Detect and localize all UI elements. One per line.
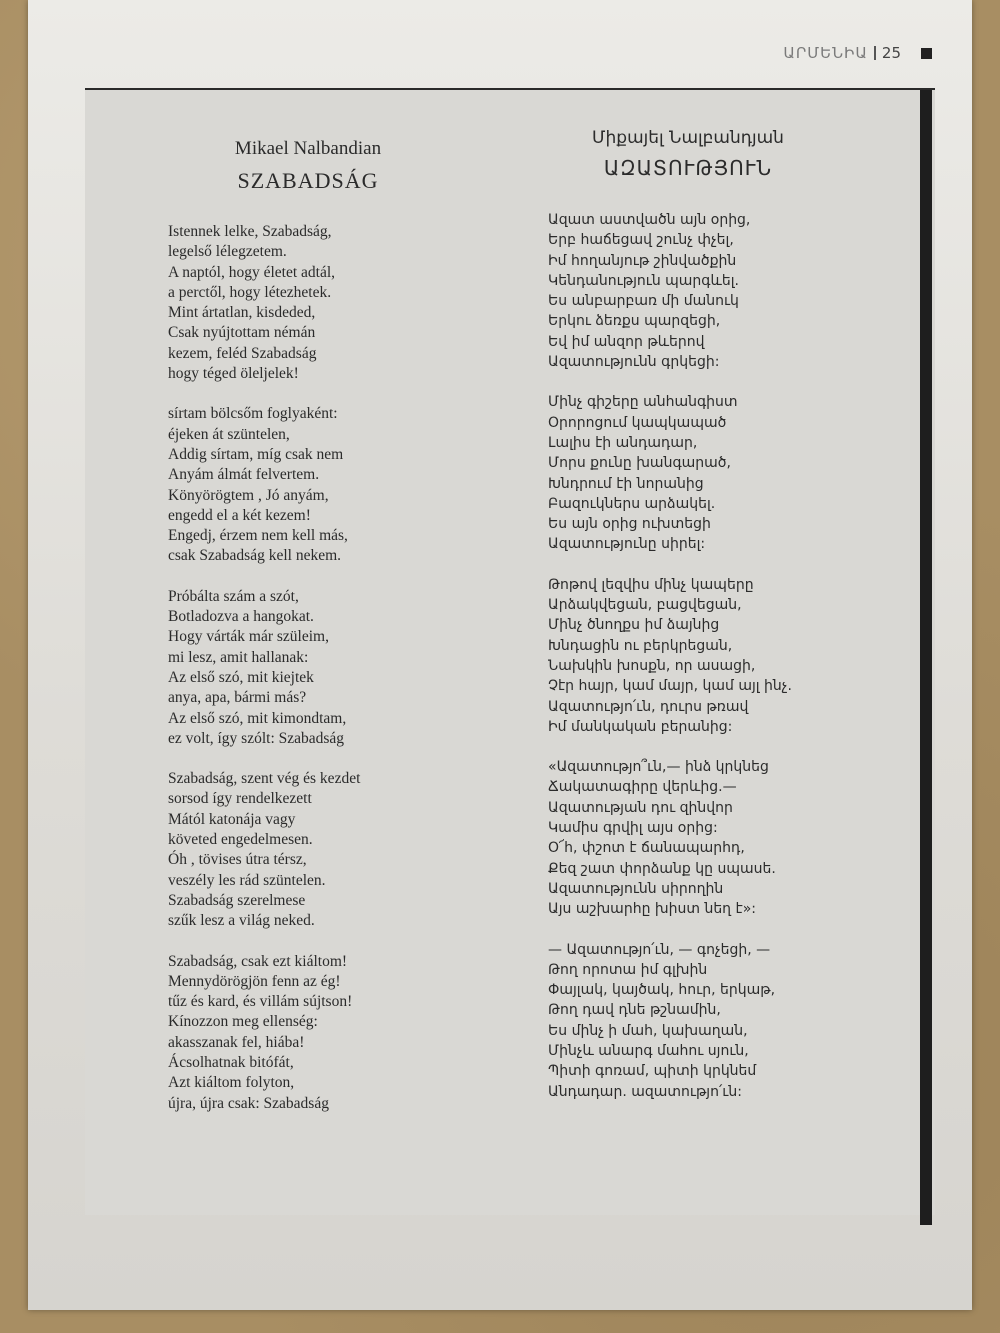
- poem-line: Szabadság szerelmese: [168, 891, 306, 909]
- poem-line: éjeken át szüntelen,: [168, 425, 290, 443]
- stanza: [548, 392, 878, 554]
- poem-line: követed engedelmesen.: [168, 831, 313, 849]
- poem-line: Ճակատագիրը վերևից.—: [548, 779, 737, 796]
- hungarian-column: [168, 138, 498, 1134]
- poem-line: Ես մինչ ի մահ, կախաղան,: [548, 1022, 748, 1039]
- poem-line: Anyám álmát felvertem.: [168, 466, 320, 484]
- poem-line: Այս աշխարհը խիստ նեղ է»:: [548, 901, 757, 918]
- poem-line: Kínozzon meg ellenség:: [168, 1013, 318, 1031]
- page-number: 25: [881, 44, 901, 62]
- poem-title-hungarian: SZABADSÁG: [237, 168, 379, 193]
- poem-line: — Ազատությո՛ւն, — գոչեցի, —: [548, 941, 771, 958]
- poem-line: Próbálta szám a szót,: [168, 587, 299, 605]
- stanza: [548, 940, 878, 1102]
- poem-line: Mint ártatlan, kisdeded,: [168, 304, 316, 322]
- poem-line: Mától katonája vagy: [168, 810, 296, 828]
- poem-line: újra, újra csak: Szabadság: [168, 1094, 329, 1112]
- poem-line: Addig sírtam, míg csak nem: [168, 445, 344, 463]
- poem-line: ez volt, így szólt: Szabadság: [168, 729, 345, 747]
- poem-line: sorsod így rendelkezett: [168, 790, 312, 808]
- poem-line: Istennek lelke, Szabadság,: [168, 223, 332, 240]
- stanza: [168, 769, 498, 931]
- poem-line: Մինչև անարգ մահու սյուն,: [548, 1042, 749, 1059]
- poem-line: Az első szó, mit kiejtek: [168, 668, 314, 686]
- poem-line: Մինչ ծնողքս իմ ձայնից: [548, 617, 720, 634]
- poem-line: Խնդացին ու բերկրեցան,: [548, 637, 733, 654]
- poem-line: sírtam bölcsőm foglyaként:: [168, 405, 338, 423]
- poem-line: csak Szabadság kell nekem.: [168, 547, 342, 565]
- poem-line: Օրորոցում կապկապած: [548, 414, 727, 431]
- header-divider: [874, 46, 876, 60]
- author-name-hungarian: Mikael Nalbandian: [234, 138, 382, 159]
- poem-line: Թոթով լեզվիս մինչ կապերը: [548, 576, 754, 593]
- magazine-name: ԱՐՄԵՆԻԱ: [783, 44, 868, 62]
- poem-line: Ես անբարբառ մի մանուկ: [548, 293, 739, 310]
- poem-line: Ácsolhatnak bitófát,: [168, 1053, 294, 1071]
- frame-right-bar: [920, 90, 932, 1225]
- poem-line: Ազատությունն գրկեցի:: [548, 354, 720, 371]
- poem-line: Մորս քունը խանգարած,: [548, 455, 731, 472]
- poem-line: Թող դավ դնե թշնամին,: [548, 1002, 721, 1019]
- author-name-armenian: Միքայել Նալբանդյան: [592, 128, 784, 148]
- poem-line: Csak nyújtottam némán: [168, 324, 316, 342]
- stanza: [548, 757, 878, 919]
- poem-line: Ազատության դու զինվոր: [548, 799, 733, 816]
- poem-line: Եվ իմ անզոր թևերով: [548, 333, 705, 350]
- poem-line: kezem, feléd Szabadság: [168, 344, 317, 362]
- stanza: [168, 404, 498, 566]
- poem-line: Engedj, érzem nem kell más,: [168, 527, 348, 545]
- poem-title-armenian: ԱԶԱՏՈՒԹՅՈՒՆ: [603, 156, 773, 180]
- poem-line: a perctől, hogy létezhetek.: [168, 283, 332, 301]
- poem-line: veszély les rád szüntelen.: [168, 871, 326, 889]
- poem-line: hogy téged öleljelek!: [168, 365, 299, 383]
- poem-line: Արձակվեցան, բացվեցան,: [548, 597, 742, 614]
- stanza: [548, 575, 878, 737]
- poem-line: Լալիս էի անդադար,: [548, 434, 698, 451]
- poem-line: Նախկին խոսքն, որ ասացի,: [548, 657, 756, 674]
- poem-line: Óh , tövises útra térsz,: [168, 851, 307, 869]
- poem-line: tűz és kard, és villám sújtson!: [168, 993, 353, 1011]
- poem-line: legelső lélegzetem.: [168, 243, 287, 261]
- poem-line: Könyörögtem , Jó anyám,: [168, 486, 329, 504]
- page-header: [783, 44, 932, 62]
- armenian-column: [548, 128, 878, 1122]
- poem-line: Իմ հողանյութ շինվածքին: [548, 252, 737, 269]
- poem-line: Երկու ձեռքս պարզեցի,: [548, 313, 721, 330]
- poem-line: Hogy várták már szüleim,: [168, 628, 329, 646]
- poem-line: Կենդանություն պարգևել.: [548, 272, 740, 289]
- poem-line: Mennydörögjön fenn az ég!: [168, 972, 341, 990]
- poem-line: Szabadság, szent vég és kezdet: [168, 770, 361, 788]
- poem-line: Ազատությունը սիրել:: [548, 536, 706, 553]
- stanzas-hungarian: [168, 222, 498, 1114]
- poem-line: Ազատությո՛ւն, դուրս թռավ: [548, 698, 749, 715]
- poem-line: Երբ հաճեցավ շունչ փչել,: [548, 232, 734, 249]
- stanza: [168, 587, 498, 749]
- poem-line: Պիտի գոռամ, պիտի կրկնեմ: [548, 1063, 757, 1080]
- stanza: [168, 222, 498, 384]
- poem-line: Az első szó, mit kimondtam,: [168, 709, 347, 727]
- header-square-mark: [921, 48, 932, 59]
- poem-line: Փայլակ, կայծակ, հուր, երկաթ,: [548, 982, 776, 999]
- poem-line: mi lesz, amit hallanak:: [168, 648, 309, 666]
- poem-line: Քեզ շատ փորձանք կը սպասե.: [548, 860, 776, 877]
- stanza: [168, 952, 498, 1114]
- poem-line: engedd el a két kezem!: [168, 506, 311, 524]
- poem-line: Թող որոտա իմ գլխին: [548, 961, 708, 978]
- poem-line: Կամիս գրվիլ այս օրից:: [548, 820, 718, 837]
- poem-line: Szabadság, csak ezt kiáltom!: [168, 952, 348, 970]
- stanza: [548, 210, 878, 372]
- stanzas-armenian: [548, 210, 878, 1102]
- poem-line: Անդադար. ազատությո՛ւն:: [548, 1083, 742, 1100]
- poem-line: Բազուկներս արձակել.: [548, 495, 716, 512]
- poem-line: Azt kiáltom folyton,: [168, 1074, 295, 1092]
- poem-line: Ազատությունն սիրողին: [548, 880, 724, 897]
- magazine-page: [28, 0, 972, 1310]
- poem-line: Օ՜հ, փշոտ է ճանապարհդ,: [548, 840, 745, 857]
- poem-line: Խնդրում էի նորանից: [548, 475, 704, 492]
- poem-line: A naptól, hogy életet adtál,: [168, 263, 336, 281]
- poem-line: anya, apa, bármi más?: [168, 689, 307, 707]
- poem-line: Իմ մանկական բերանից:: [548, 718, 733, 735]
- poem-line: akasszanak fel, hiába!: [168, 1033, 305, 1051]
- poem-line: Ես այն օրից ուխտեցի: [548, 516, 711, 533]
- poem-line: Մինչ գիշերը անհանգիստ: [548, 394, 738, 411]
- poem-line: Չէր հայր, կամ մայր, կամ այլ ինչ.: [548, 678, 792, 695]
- poem-line: «Ազատությո՞ւն,— ինձ կրկնեց: [548, 759, 769, 776]
- poem-line: Botladozva a hangokat.: [168, 608, 314, 626]
- poem-line: szűk lesz a világ neked.: [168, 912, 315, 930]
- poem-line: Ազատ աստվածն այն օրից,: [548, 212, 751, 228]
